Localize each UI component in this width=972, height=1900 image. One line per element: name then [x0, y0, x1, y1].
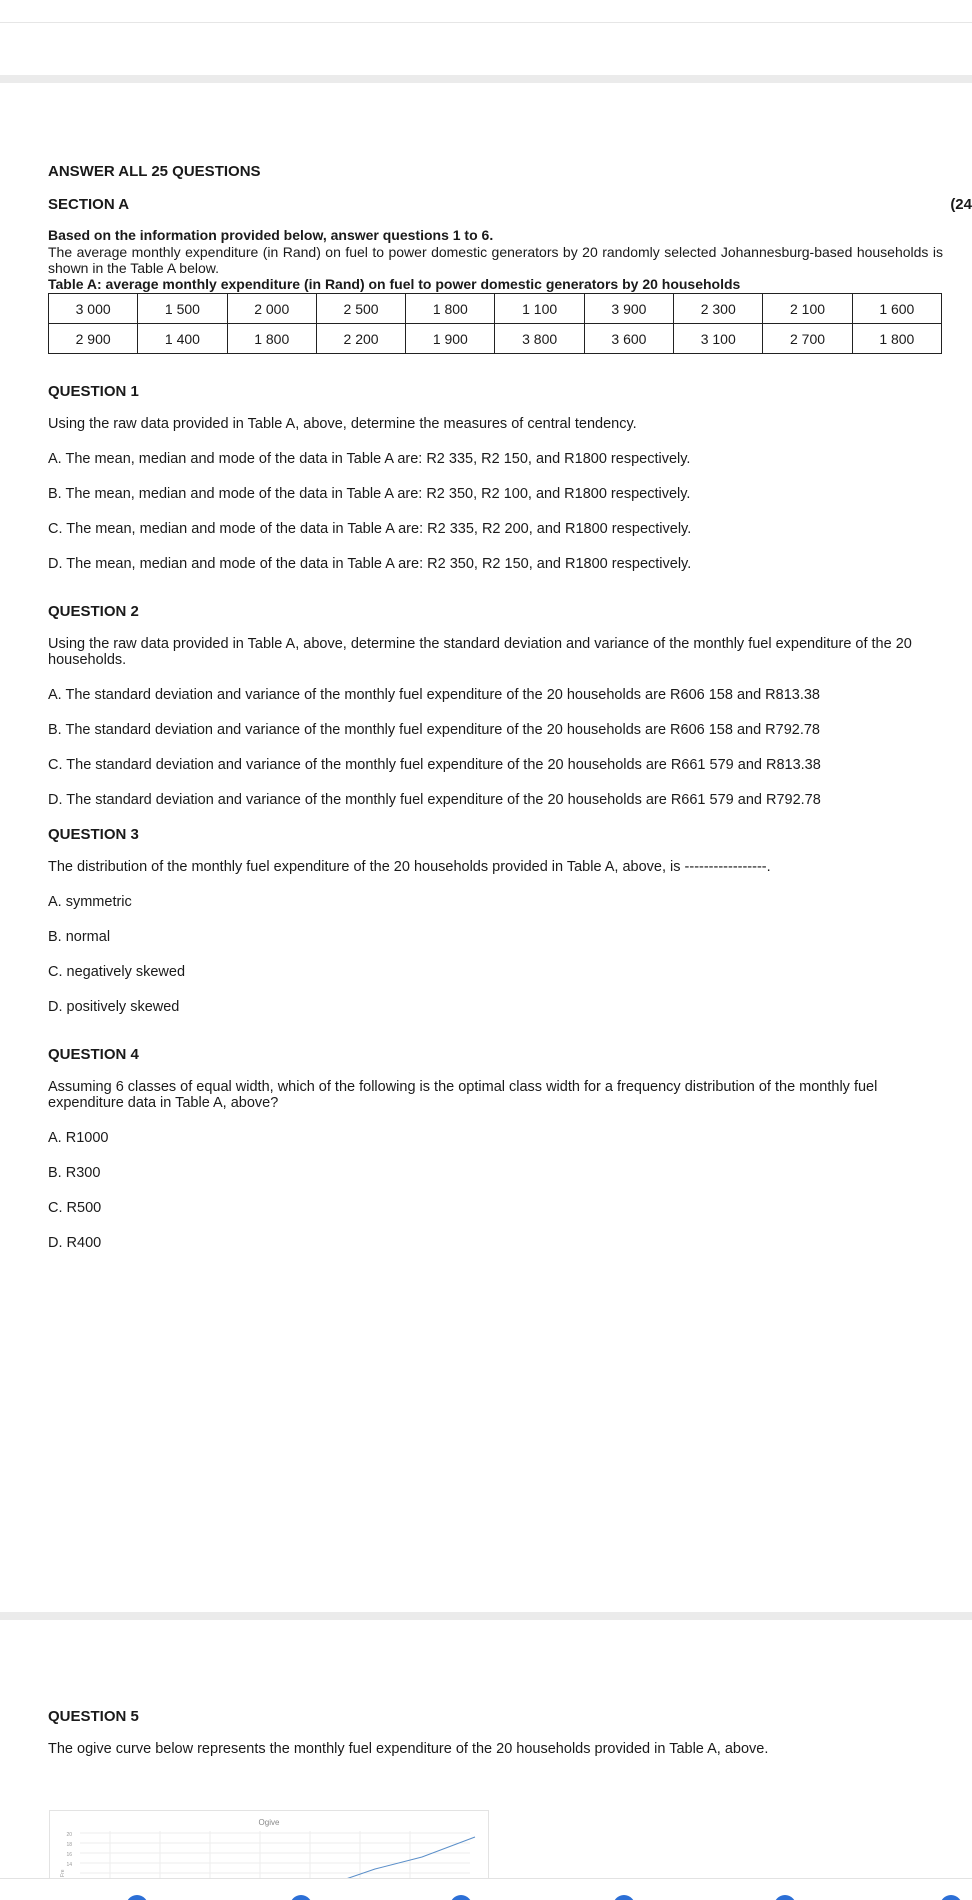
table-cell: 1 400 — [138, 324, 227, 354]
table-cell: 3 100 — [674, 324, 763, 354]
section-row — [48, 196, 972, 214]
table-cell: 1 800 — [227, 324, 316, 354]
question-stem: The distribution of the monthly fuel expenditure of the 20 households provided in Table A, above, is -----------------. — [48, 859, 771, 875]
section-marks: (24 — [950, 196, 972, 213]
question-stem: Using the raw data provided in Table A, above, determine the measures of central tendency. — [48, 416, 637, 432]
viewer-top-strip — [0, 0, 972, 23]
section-label: SECTION A — [48, 196, 130, 213]
answer-option[interactable]: B. The mean, median and mode of the data in Table A are: R2 350, R2 100, and R1800 respectively. — [48, 486, 691, 502]
section-header — [48, 163, 972, 354]
table-cell: 1 800 — [852, 324, 941, 354]
question-3 — [48, 826, 948, 1034]
table-cell: 2 300 — [674, 294, 763, 324]
answer-option[interactable]: A. symmetric — [48, 894, 132, 910]
question-title: QUESTION 4 — [48, 1046, 139, 1063]
info-block — [48, 227, 972, 354]
table-caption: Table A: average monthly expenditure (in Rand) on fuel to power domestic generators by 20 households — [48, 276, 741, 292]
page-nav-dot[interactable] — [940, 1895, 962, 1900]
question-stem: Assuming 6 classes of equal width, which of the following is the optimal class width for a frequency distribution of the monthly fuel expenditure data in Table A, above? — [48, 1079, 878, 1111]
answer-option[interactable]: C. The mean, median and mode of the data in Table A are: R2 335, R2 200, and R1800 respectively. — [48, 521, 692, 537]
question-4 — [48, 1046, 948, 1270]
table-cell: 2 000 — [227, 294, 316, 324]
question-2 — [48, 603, 948, 827]
answer-option[interactable]: C. negatively skewed — [48, 964, 186, 980]
page-gap-bar — [0, 1612, 972, 1620]
answer-option[interactable]: B. The standard deviation and variance of the monthly fuel expenditure of the 20 households are R606 158 and R792.78 — [48, 722, 820, 738]
ogive-y-tick: 16 — [66, 1852, 72, 1858]
page-nav-dot[interactable] — [450, 1895, 472, 1900]
instructions-answer-all: ANSWER ALL 25 QUESTIONS — [48, 163, 261, 180]
table-cell: 2 100 — [763, 294, 852, 324]
viewer-bottom-bar — [0, 1878, 972, 1900]
table-cell: 1 600 — [852, 294, 941, 324]
ogive-title: Ogive — [258, 1818, 280, 1827]
ogive-y-tick: 18 — [66, 1842, 72, 1848]
page-nav-dot[interactable] — [126, 1895, 148, 1900]
question-5 — [48, 1708, 948, 1776]
answer-option[interactable]: B. R300 — [48, 1165, 101, 1181]
table-cell: 3 800 — [495, 324, 584, 354]
question-stem: Using the raw data provided in Table A, above, determine the standard deviation and variance of the monthly fuel expenditure of the 20 households. — [48, 636, 912, 668]
expenditure-table — [48, 293, 942, 354]
question-title: QUESTION 1 — [48, 383, 139, 400]
table-cell: 3 900 — [584, 294, 673, 324]
ogive-y-tick: 20 — [66, 1832, 72, 1838]
answer-option[interactable]: A. The standard deviation and variance of the monthly fuel expenditure of the 20 households are R606 158 and R813.38 — [48, 687, 820, 703]
table-cell: 1 500 — [138, 294, 227, 324]
table-cell: 3 000 — [49, 294, 138, 324]
page-gap-bar — [0, 75, 972, 83]
table-cell: 1 100 — [495, 294, 584, 324]
page-nav-dot[interactable] — [774, 1895, 796, 1900]
table-cell: 2 900 — [49, 324, 138, 354]
answer-option[interactable]: C. R500 — [48, 1200, 102, 1216]
question-1 — [48, 383, 948, 591]
table-cell: 3 600 — [584, 324, 673, 354]
table-cell: 1 800 — [406, 294, 495, 324]
answer-option[interactable]: A. The mean, median and mode of the data in Table A are: R2 335, R2 150, and R1800 respectively. — [48, 451, 691, 467]
question-title: QUESTION 2 — [48, 603, 139, 620]
ogive-y-tick: 14 — [66, 1862, 72, 1868]
table-cell: 2 500 — [316, 294, 405, 324]
answer-option[interactable]: C. The standard deviation and variance of the monthly fuel expenditure of the 20 households are R661 579 and R813.38 — [48, 757, 821, 773]
info-heading: Based on the information provided below, answer questions 1 to 6. — [48, 227, 494, 243]
answer-option[interactable]: D. The standard deviation and variance of the monthly fuel expenditure of the 20 households are R661 579 and R792.78 — [48, 792, 821, 808]
question-title: QUESTION 3 — [48, 826, 139, 843]
ogive-y-label: Fre — [60, 1869, 66, 1877]
info-text: The average monthly expenditure (in Rand) on fuel to power domestic generators by 20 randomly selected Johannesburg-based households is shown in the Table A below. — [48, 244, 943, 276]
page-nav-dot[interactable] — [290, 1895, 312, 1900]
page-nav-dot[interactable] — [613, 1895, 635, 1900]
answer-option[interactable]: B. normal — [48, 929, 111, 945]
table-cell: 1 900 — [406, 324, 495, 354]
table-cell: 2 200 — [316, 324, 405, 354]
table-row — [49, 324, 942, 354]
table-row — [49, 294, 942, 324]
answer-option[interactable]: D. The mean, median and mode of the data in Table A are: R2 350, R2 150, and R1800 respectively. — [48, 556, 692, 572]
answer-option[interactable]: D. positively skewed — [48, 999, 180, 1015]
question-title: QUESTION 5 — [48, 1708, 139, 1725]
answer-option[interactable]: A. R1000 — [48, 1130, 109, 1146]
answer-option[interactable]: D. R400 — [48, 1235, 102, 1251]
question-stem: The ogive curve below represents the monthly fuel expenditure of the 20 households provided in Table A, above. — [48, 1741, 769, 1757]
table-cell: 2 700 — [763, 324, 852, 354]
